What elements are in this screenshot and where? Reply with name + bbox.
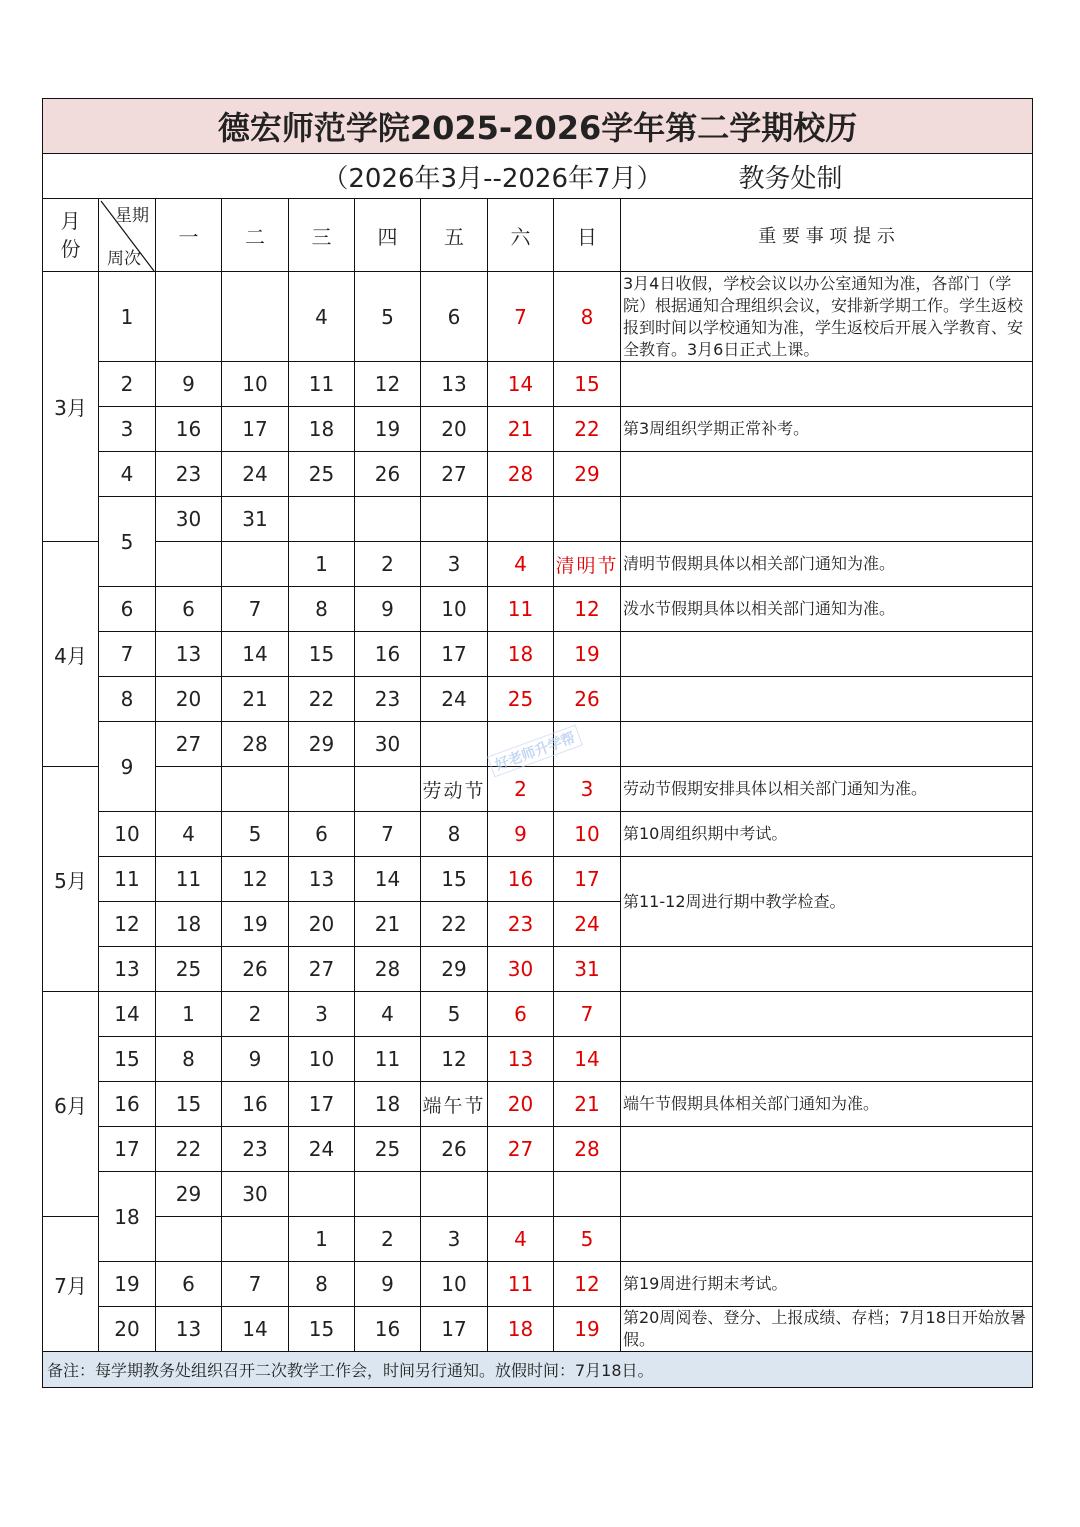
- day-cell: 20: [488, 1082, 554, 1127]
- day-cell: 8: [554, 272, 621, 362]
- day-cell: 2: [488, 767, 554, 812]
- day-cell: [289, 1172, 355, 1217]
- week-row: [43, 542, 1033, 587]
- footer-remark: 备注：每学期教务处组织召开二次教学工作会，时间另行通知。放假时间：7月18日。: [43, 1352, 1033, 1388]
- day-cell: 29: [289, 722, 355, 767]
- day-cell: [355, 1172, 421, 1217]
- day-cell: 12: [421, 1037, 488, 1082]
- day-cell: 6: [488, 992, 554, 1037]
- day-cell: [554, 1172, 621, 1217]
- day-cell: 25: [156, 947, 222, 992]
- week-weekday-header: [99, 199, 156, 272]
- day-cell: 12: [222, 857, 289, 902]
- note-cell: [621, 452, 1033, 497]
- weekday-header: 二: [222, 199, 289, 272]
- day-cell: [222, 767, 289, 812]
- note-cell: [621, 1127, 1033, 1172]
- note-cell: 劳动节假期安排具体以相关部门通知为准。: [621, 767, 1033, 812]
- day-cell: 11: [355, 1037, 421, 1082]
- day-cell: 13: [156, 632, 222, 677]
- day-cell: 25: [355, 1127, 421, 1172]
- weekday-header: 五: [421, 199, 488, 272]
- note-cell: [621, 362, 1033, 407]
- day-cell: 4: [156, 812, 222, 857]
- day-cell: 8: [289, 587, 355, 632]
- day-cell: 4: [289, 272, 355, 362]
- day-cell: 23: [488, 902, 554, 947]
- week-number: 13: [99, 947, 156, 992]
- watermark: 好老师升学帮: [487, 725, 583, 778]
- day-cell: 20: [289, 902, 355, 947]
- week-number: 17: [99, 1127, 156, 1172]
- day-cell: 11: [488, 1262, 554, 1307]
- day-cell: 18: [488, 632, 554, 677]
- day-cell: 18: [289, 407, 355, 452]
- day-cell: 19: [355, 407, 421, 452]
- day-cell: [156, 542, 222, 587]
- day-cell: 3: [289, 992, 355, 1037]
- week-row: [43, 272, 1033, 362]
- period: （2026年3月--2026年7月）: [322, 163, 663, 194]
- day-cell: 30: [222, 1172, 289, 1217]
- day-cell: 22: [289, 677, 355, 722]
- day-cell: 26: [554, 677, 621, 722]
- week-label: 周次: [107, 249, 141, 269]
- month-header: 月份: [43, 199, 99, 272]
- note-cell: [621, 677, 1033, 722]
- day-cell: 16: [488, 857, 554, 902]
- day-cell: 21: [355, 902, 421, 947]
- day-cell: 19: [554, 1307, 621, 1352]
- day-cell: 12: [355, 362, 421, 407]
- note-cell: 第20周阅卷、登分、上报成绩、存档；7月18日开始放暑假。: [621, 1307, 1033, 1352]
- day-cell: 14: [355, 857, 421, 902]
- day-cell: 10: [554, 812, 621, 857]
- day-cell: 3: [421, 1217, 488, 1262]
- week-number: 9: [99, 722, 156, 812]
- note-cell: 清明节假期具体以相关部门通知为准。: [621, 542, 1033, 587]
- day-cell: 14: [222, 1307, 289, 1352]
- day-cell: 4: [355, 992, 421, 1037]
- note-cell: 第3周组织学期正常补考。: [621, 407, 1033, 452]
- day-cell: 29: [421, 947, 488, 992]
- day-cell: 31: [554, 947, 621, 992]
- day-cell: 24: [289, 1127, 355, 1172]
- day-cell: 9: [222, 1037, 289, 1082]
- day-cell: [289, 767, 355, 812]
- day-cell: 14: [554, 1037, 621, 1082]
- note-cell: 第19周进行期末考试。: [621, 1262, 1033, 1307]
- day-cell: 16: [355, 1307, 421, 1352]
- day-cell: 12: [554, 587, 621, 632]
- week-row: [43, 1307, 1033, 1352]
- day-cell: 30: [156, 497, 222, 542]
- day-cell: 7: [222, 587, 289, 632]
- day-cell: 26: [222, 947, 289, 992]
- day-cell: 2: [355, 542, 421, 587]
- day-cell: 25: [289, 452, 355, 497]
- day-cell: [156, 767, 222, 812]
- week-number: 7: [99, 632, 156, 677]
- day-cell: 23: [156, 452, 222, 497]
- week-row: [43, 677, 1033, 722]
- week-row: [43, 632, 1033, 677]
- day-cell: [222, 542, 289, 587]
- day-cell: 26: [355, 452, 421, 497]
- week-number: 20: [99, 1307, 156, 1352]
- day-cell: 29: [554, 452, 621, 497]
- day-cell: [421, 497, 488, 542]
- note-cell: [621, 992, 1033, 1037]
- note-cell: [621, 1217, 1033, 1262]
- week-row: [43, 587, 1033, 632]
- note-cell: [621, 632, 1033, 677]
- week-row: [43, 1217, 1033, 1262]
- day-cell: 8: [421, 812, 488, 857]
- day-cell: 11: [289, 362, 355, 407]
- day-cell: [554, 497, 621, 542]
- note-cell: 第10周组织期中考试。: [621, 812, 1033, 857]
- note-cell: 泼水节假期具体以相关部门通知为准。: [621, 587, 1033, 632]
- day-cell: [289, 497, 355, 542]
- week-row: [43, 1172, 1033, 1217]
- week-row: [43, 1037, 1033, 1082]
- day-cell: 4: [488, 542, 554, 587]
- week-number: 19: [99, 1262, 156, 1307]
- day-cell: 30: [355, 722, 421, 767]
- day-cell: 22: [156, 1127, 222, 1172]
- day-cell: 21: [222, 677, 289, 722]
- day-cell: 13: [421, 362, 488, 407]
- week-number: 1: [99, 272, 156, 362]
- day-cell: 27: [488, 1127, 554, 1172]
- day-cell: 29: [156, 1172, 222, 1217]
- week-row: [43, 992, 1033, 1037]
- day-cell: 23: [355, 677, 421, 722]
- day-cell: 11: [156, 857, 222, 902]
- day-cell: 6: [156, 587, 222, 632]
- notes-header: 重 要 事 项 提 示: [621, 199, 1033, 272]
- day-cell: 7: [355, 812, 421, 857]
- day-cell: 2: [355, 1217, 421, 1262]
- day-cell: 28: [222, 722, 289, 767]
- day-cell: 18: [488, 1307, 554, 1352]
- day-cell: 5: [222, 812, 289, 857]
- day-cell: 15: [289, 632, 355, 677]
- day-cell: 17: [421, 1307, 488, 1352]
- day-cell: 13: [488, 1037, 554, 1082]
- day-cell: 17: [289, 1082, 355, 1127]
- day-cell: 5: [554, 1217, 621, 1262]
- day-cell: 3: [421, 542, 488, 587]
- week-number: 10: [99, 812, 156, 857]
- day-cell: 6: [156, 1262, 222, 1307]
- week-row: [43, 1127, 1033, 1172]
- day-cell: 31: [222, 497, 289, 542]
- week-number: 2: [99, 362, 156, 407]
- day-cell: 7: [222, 1262, 289, 1307]
- day-cell: [222, 272, 289, 362]
- week-row: [43, 1262, 1033, 1307]
- day-cell: 6: [421, 272, 488, 362]
- week-row: [43, 947, 1033, 992]
- day-cell: 14: [488, 362, 554, 407]
- week-row: [43, 767, 1033, 812]
- day-cell: 清明节: [554, 542, 621, 587]
- day-cell: 10: [289, 1037, 355, 1082]
- week-number: 5: [99, 497, 156, 587]
- issuer: 教务处制: [738, 163, 843, 194]
- day-cell: 10: [421, 1262, 488, 1307]
- day-cell: 9: [355, 1262, 421, 1307]
- week-number: 6: [99, 587, 156, 632]
- month-cell: 7月: [43, 1217, 99, 1352]
- week-number: 11: [99, 857, 156, 902]
- day-cell: 18: [355, 1082, 421, 1127]
- week-row: [43, 1082, 1033, 1127]
- day-cell: 15: [554, 362, 621, 407]
- day-cell: [355, 497, 421, 542]
- day-cell: [222, 1217, 289, 1262]
- note-cell: [621, 497, 1033, 542]
- day-cell: 8: [156, 1037, 222, 1082]
- day-cell: 20: [421, 407, 488, 452]
- day-cell: 5: [421, 992, 488, 1037]
- day-cell: 4: [488, 1217, 554, 1262]
- week-number: 12: [99, 902, 156, 947]
- day-cell: [355, 767, 421, 812]
- day-cell: 13: [289, 857, 355, 902]
- day-cell: 20: [156, 677, 222, 722]
- month-cell: 6月: [43, 992, 99, 1217]
- day-cell: 22: [554, 407, 621, 452]
- day-cell: 3: [554, 767, 621, 812]
- weekday-header: 四: [355, 199, 421, 272]
- day-cell: 10: [222, 362, 289, 407]
- month-cell: 3月: [43, 272, 99, 542]
- day-cell: 24: [421, 677, 488, 722]
- day-cell: 24: [554, 902, 621, 947]
- day-cell: 13: [156, 1307, 222, 1352]
- day-cell: 19: [222, 902, 289, 947]
- day-cell: 24: [222, 452, 289, 497]
- week-number: 14: [99, 992, 156, 1037]
- note-cell: [621, 1172, 1033, 1217]
- day-cell: 30: [488, 947, 554, 992]
- day-cell: 17: [421, 632, 488, 677]
- note-cell: [621, 947, 1033, 992]
- day-cell: 9: [488, 812, 554, 857]
- note-cell: [621, 1037, 1033, 1082]
- day-cell: 10: [421, 587, 488, 632]
- day-cell: 15: [289, 1307, 355, 1352]
- day-cell: 21: [554, 1082, 621, 1127]
- day-cell: 8: [289, 1262, 355, 1307]
- day-cell: [488, 1172, 554, 1217]
- day-cell: 26: [421, 1127, 488, 1172]
- month-cell: 5月: [43, 767, 99, 992]
- weekday-header: 日: [554, 199, 621, 272]
- day-cell: 劳动节: [421, 767, 488, 812]
- subtitle-row: [43, 154, 1033, 199]
- note-cell: 第11-12周进行期中教学检查。: [621, 857, 1033, 947]
- day-cell: 7: [488, 272, 554, 362]
- day-cell: 6: [289, 812, 355, 857]
- day-cell: 27: [421, 452, 488, 497]
- day-cell: 端午节: [421, 1082, 488, 1127]
- day-cell: 15: [421, 857, 488, 902]
- day-cell: 1: [156, 992, 222, 1037]
- weekday-header: 一: [156, 199, 222, 272]
- day-cell: 7: [554, 992, 621, 1037]
- day-cell: [488, 497, 554, 542]
- month-cell: 4月: [43, 542, 99, 767]
- day-cell: 5: [355, 272, 421, 362]
- day-cell: 9: [355, 587, 421, 632]
- weekday-label: 星期: [115, 206, 149, 226]
- day-cell: 22: [421, 902, 488, 947]
- weekday-header: 三: [289, 199, 355, 272]
- day-cell: 15: [156, 1082, 222, 1127]
- day-cell: 16: [355, 632, 421, 677]
- day-cell: 1: [289, 542, 355, 587]
- day-cell: 11: [488, 587, 554, 632]
- day-cell: 28: [488, 452, 554, 497]
- day-cell: 9: [156, 362, 222, 407]
- note-cell: 端午节假期具体相关部门通知为准。: [621, 1082, 1033, 1127]
- day-cell: 16: [222, 1082, 289, 1127]
- day-cell: 25: [488, 677, 554, 722]
- day-cell: 17: [554, 857, 621, 902]
- week-row: [43, 857, 1033, 902]
- day-cell: 16: [156, 407, 222, 452]
- day-cell: 12: [554, 1262, 621, 1307]
- week-row: [43, 362, 1033, 407]
- day-cell: 23: [222, 1127, 289, 1172]
- week-number: 8: [99, 677, 156, 722]
- day-cell: [156, 1217, 222, 1262]
- calendar-title: 德宏师范学院2025-2026学年第二学期校历: [43, 99, 1033, 154]
- week-number: 4: [99, 452, 156, 497]
- day-cell: 1: [289, 1217, 355, 1262]
- day-cell: 21: [488, 407, 554, 452]
- day-cell: [421, 1172, 488, 1217]
- week-number: 18: [99, 1172, 156, 1262]
- week-row: [43, 497, 1033, 542]
- weekday-header: 六: [488, 199, 554, 272]
- day-cell: 18: [156, 902, 222, 947]
- week-number: 3: [99, 407, 156, 452]
- day-cell: [156, 272, 222, 362]
- day-cell: 17: [222, 407, 289, 452]
- week-row: [43, 452, 1033, 497]
- week-row: [43, 407, 1033, 452]
- day-cell: 27: [156, 722, 222, 767]
- week-number: 15: [99, 1037, 156, 1082]
- note-cell: [621, 722, 1033, 767]
- note-cell: 3月4日收假，学校会议以办公室通知为准，各部门（学院）根据通知合理组织会议，安排新学期工作。学生返校报到时间以学校通知为准，学生返校后开展入学教育、安全教育。3月6日正式上课。: [621, 272, 1033, 362]
- week-number: 16: [99, 1082, 156, 1127]
- week-row: [43, 812, 1033, 857]
- day-cell: 28: [355, 947, 421, 992]
- day-cell: 2: [222, 992, 289, 1037]
- day-cell: 28: [554, 1127, 621, 1172]
- day-cell: [421, 722, 488, 767]
- day-cell: 27: [289, 947, 355, 992]
- day-cell: 19: [554, 632, 621, 677]
- day-cell: 14: [222, 632, 289, 677]
